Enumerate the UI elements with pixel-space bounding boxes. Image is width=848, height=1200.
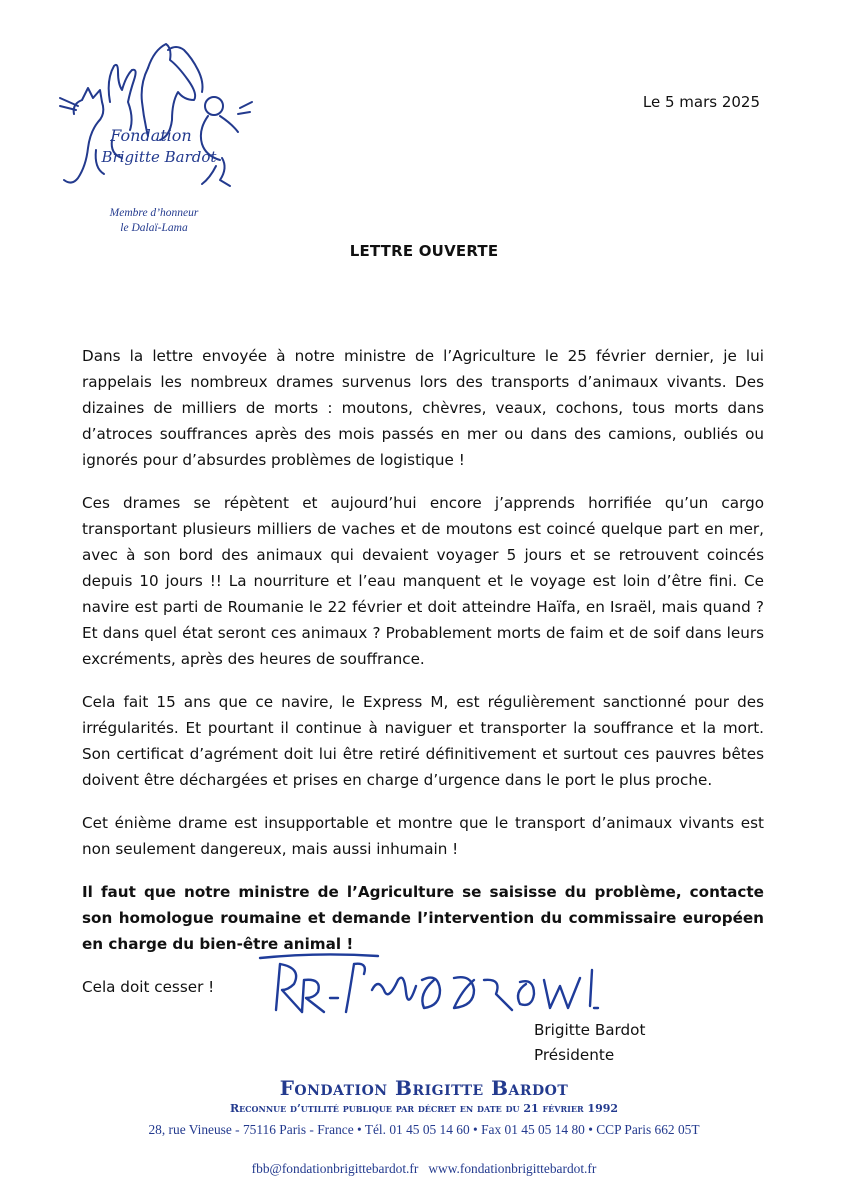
honor-line-1: Membre d’honneur xyxy=(109,207,199,219)
animals-logo-icon xyxy=(52,40,262,200)
honor-note xyxy=(60,206,248,236)
letter-date: Le 5 mars 2025 xyxy=(642,93,760,111)
honor-line-2: le Dalaï-Lama xyxy=(120,222,188,234)
letter-title: LETTRE OUVERTE xyxy=(349,242,499,260)
signatory-block xyxy=(534,1018,645,1068)
paragraph-3: Cela fait 15 ans que ce navire, le Express M, est régulièrement sanctionné pour des irrégularités. Et pourtant il continue à naviguer et transporter la souffrance et la mort. Son certificat d’agrément doit lui être retiré définitivement et surtout ces pauvres bêtes doivent être déchargées et prises en charge d’urgence dans le port le plus proche. xyxy=(82,693,764,789)
signature-icon xyxy=(258,950,648,1022)
footer-org-name: Fondation Brigitte Bardot xyxy=(279,1076,569,1100)
footer-contact-web: fbb@fondationbrigittebardot.fr www.fondationbrigittebardot.fr xyxy=(251,1161,597,1176)
call-to-action-paragraph: Il faut que notre ministre de l’Agriculture se saisisse du problème, contacte son homologue roumaine et demande l’intervention du commissaire européen en charge du bien-être animal ! xyxy=(82,883,764,953)
footer-recognition: Reconnue d’utilité publique par décret en date du 21 février 1992 xyxy=(229,1102,619,1115)
signatory-name: Brigitte Bardot xyxy=(534,1021,646,1039)
signatory-role: Présidente xyxy=(534,1046,615,1064)
paragraph-1: Dans la lettre envoyée à notre ministre de l’Agriculture le 25 février dernier, je lui rappelais les nombreux drames survenus lors des transports d’animaux vivants. Des dizaines de milliers de morts : moutons, chèvres, veaux, cochons, tous morts dans d’atroces souffrances après des mois passés en mer ou dans des camions, oubliés ou ignorés pour d’absurdes problèmes de logistique ! xyxy=(82,347,764,469)
closing-line: Cela doit cesser ! xyxy=(82,978,215,996)
logo-text-name: Brigitte Bardot xyxy=(101,148,217,166)
foundation-logo xyxy=(52,40,262,200)
logo-text-fondation: Fondation xyxy=(110,126,192,145)
letter-body xyxy=(82,343,764,1000)
paragraph-2: Ces drames se répètent et aujourd’hui encore j’apprends horrifiée qu’un cargo transportant plusieurs milliers de vaches et de moutons est coincé quelque part en mer, avec à son bord des animaux qui devaient voyager 5 jours et se retrouvent coincés depuis 10 jours !! La nourriture et l’eau manquent et le voyage est loin d’être fini. Ce navire est parti de Roumanie le 22 février et doit atteindre Haïfa, en Israël, mais quand ? Et dans quel état seront ces animaux ? Probablement morts de faim et de soif dans leurs excréments, après des heures de souffrance. xyxy=(82,494,764,668)
footer-address: 28, rue Vineuse - 75116 Paris - France • Tél. 01 45 05 14 60 • Fax 01 45 05 14 80 • CCP Paris 662 05T xyxy=(148,1122,700,1137)
paragraph-4: Cet énième drame est insupportable et montre que le transport d’animaux vivants est non seulement dangereux, mais aussi inhumain ! xyxy=(82,814,764,858)
